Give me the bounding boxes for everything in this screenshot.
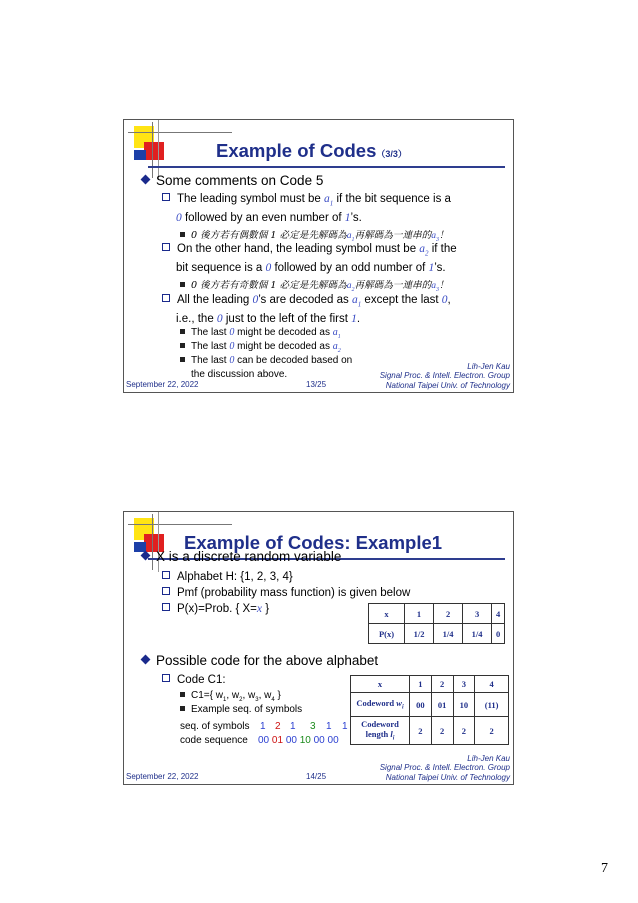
code-chunk: 10: [299, 735, 311, 746]
footer-author: Lih-Jen Kau Signal Proc. & Intell. Electron. Group National Taipei Univ. of Technology: [379, 753, 510, 782]
pmf-row-label: P(x): [369, 624, 405, 644]
bullet-random-variable: X is a discrete random variable: [142, 549, 341, 564]
square-bullet-icon: [162, 587, 170, 595]
sub-bullet-code-c1: Code C1:: [162, 673, 226, 688]
footer-page-number: 14/25: [306, 772, 327, 781]
slide-title: Example of Codes（3/3）: [216, 140, 407, 161]
chinese-note-odd: 0 後方若有奇數個 1 必定是先解碼為$a_2$再解碼為一連串的$a_3$！: [180, 277, 449, 293]
code-chunk: 00: [327, 735, 339, 746]
note-last-zero-a1: The last 0 might be decoded as $a_1$: [180, 327, 341, 340]
codeword-length-label: Codeword length $l_i$: [351, 717, 410, 745]
note-last-zero-based: The last 0 can be decoded based on: [180, 355, 352, 366]
sub-bullet-px: P(x)=Prob. { X=x }: [162, 602, 269, 617]
filled-square-bullet-icon: [180, 282, 185, 287]
seq-symbol: 1: [290, 721, 296, 732]
slide-14: [123, 511, 514, 785]
pmf-value-cell: 1/4: [434, 624, 463, 644]
sub-bullet-pmf: Pmf (probability mass function) is given below: [162, 586, 410, 601]
sub-bullet-alphabet: Alphabet H: {1, 2, 3, 4}: [162, 570, 293, 585]
square-bullet-icon: [162, 243, 170, 251]
codeword-length-cell: 2: [453, 717, 475, 745]
note-discussion-above: the discussion above.: [191, 369, 288, 380]
codeword-cell: (11): [475, 693, 509, 717]
code-table: [350, 675, 509, 745]
codeword-length-cell: 2: [475, 717, 509, 745]
bullet-comments: Some comments on Code 5: [142, 173, 323, 188]
code-table-header: 3: [453, 676, 475, 693]
footer-page-number: 13/25: [306, 380, 327, 389]
pmf-header-cell: 4: [492, 604, 505, 624]
footer-date: September 22, 2022: [126, 772, 199, 781]
codeword-cell: 01: [431, 693, 453, 717]
square-bullet-icon: [162, 294, 170, 302]
filled-square-bullet-icon: [180, 706, 185, 711]
sub-bullet-leading-a2: On the other hand, the leading symbol must be $a_2$ if the bit sequence is a 0 followed by an odd number of 1’s.: [162, 242, 457, 276]
square-bullet-icon: [162, 603, 170, 611]
slide-13: [123, 119, 514, 393]
seq-symbol: 2: [275, 721, 281, 732]
codeword-label: Codeword $w_i$: [351, 693, 410, 717]
codeword-length-cell: 2: [431, 717, 453, 745]
code-table-header: 1: [410, 676, 432, 693]
square-bullet-icon: [162, 571, 170, 579]
page-number: 7: [601, 861, 608, 876]
pmf-header-cell: 2: [434, 604, 463, 624]
filled-square-bullet-icon: [180, 343, 185, 348]
bullet-possible-code: Possible code for the above alphabet: [142, 653, 378, 668]
code-chunk: 00: [258, 735, 270, 746]
pmf-header-cell: 3: [463, 604, 492, 624]
diamond-bullet-icon: [141, 175, 151, 185]
filled-square-bullet-icon: [180, 357, 185, 362]
pmf-header-cell: x: [369, 604, 405, 624]
seq-symbol: 1: [326, 721, 332, 732]
title-divider: [148, 166, 505, 168]
seq-symbol: 1: [260, 721, 266, 732]
chinese-note-even: 0 後方若有偶數個 1 必定是先解碼為$a_1$再解碼為一連串的$a_3$！: [180, 227, 449, 243]
diamond-bullet-icon: [141, 551, 151, 561]
code-chunk: 00: [285, 735, 297, 746]
pmf-value-cell: 1/4: [463, 624, 492, 644]
code-sequence: code sequence 00 01 00 10 00 00: [180, 735, 339, 746]
footer-author: Lih-Jen Kau Signal Proc. & Intell. Electron. Group National Taipei Univ. of Technology: [379, 361, 510, 390]
codeword-length-cell: 2: [410, 717, 432, 745]
filled-square-bullet-icon: [180, 232, 185, 237]
pmf-header-cell: 1: [405, 604, 434, 624]
code-table-header: 4: [475, 676, 509, 693]
square-bullet-icon: [162, 674, 170, 682]
diamond-bullet-icon: [141, 655, 151, 665]
code-chunk: 00: [313, 735, 325, 746]
footer-date: September 22, 2022: [126, 380, 199, 389]
note-last-zero-a2: The last 0 might be decoded as $a_2$: [180, 341, 341, 354]
codeword-cell: 00: [410, 693, 432, 717]
seq-symbol: 1: [342, 721, 348, 732]
filled-square-bullet-icon: [180, 692, 185, 697]
pmf-value-cell: 1/2: [405, 624, 434, 644]
code-table-header: x: [351, 676, 410, 693]
pmf-table: [368, 603, 505, 644]
codeword-cell: 10: [453, 693, 475, 717]
code-table-header: 2: [431, 676, 453, 693]
code-chunk: 01: [271, 735, 284, 746]
sub-bullet-leading-zeros: All the leading 0’s are decoded as $a_1$ except the last 0, i.e., the 0 just to the left of the first 1.: [162, 293, 451, 327]
example-seq: Example seq. of symbols: [180, 704, 302, 715]
slide-title: Example of Codes: Example1: [184, 532, 443, 553]
c1-set: C1={ $w_1$, $w_2$, $w_3$, $w_4$ }: [180, 690, 281, 703]
square-bullet-icon: [162, 193, 170, 201]
pmf-value-cell: 0: [492, 624, 505, 644]
seq-of-symbols: seq. of symbols 1 2 1 3 1 1: [180, 721, 348, 732]
sub-bullet-leading-a1: The leading symbol must be $a_1$ if the bit sequence is a 0 followed by an even number of 1’s.: [162, 192, 451, 226]
filled-square-bullet-icon: [180, 329, 185, 334]
seq-symbol: 3: [310, 721, 316, 732]
